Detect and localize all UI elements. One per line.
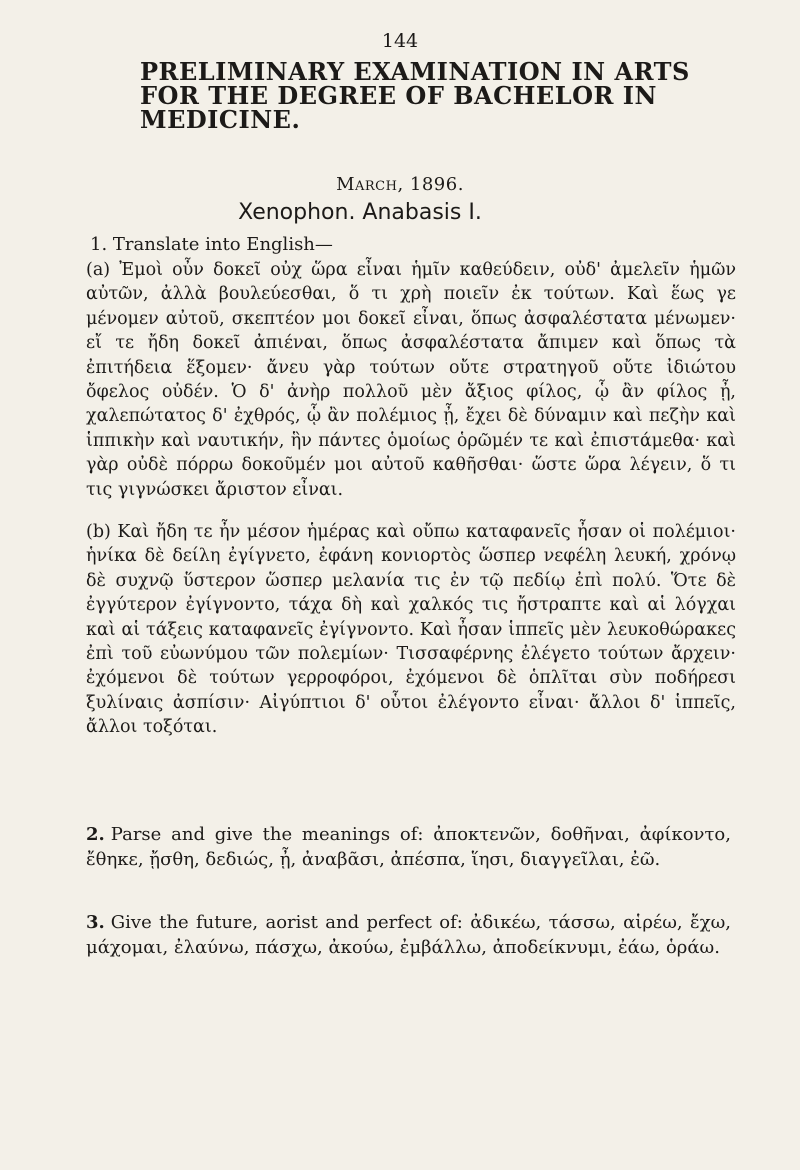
heading-line-1: PRELIMINARY EXAMINATION IN ARTS [140, 57, 690, 86]
exam-subject: Xenophon. Anabasis I. [238, 200, 482, 225]
heading-line-2: FOR THE DEGREE OF BACHELOR IN [140, 81, 657, 110]
question-1-label: 1. Translate into English— [90, 234, 333, 255]
passage-a-label: (a) [86, 260, 111, 280]
passage-b-text: Καὶ ἤδη τε ἦν μέσον ἡμέρας καὶ οὔπω καταφανεῖς ἦσαν οἱ πολέμιοι· ἡνίκα δὲ δείλη ἐγίγνετο, ἐφάνη κονιορτὸς ὥσπερ νεφέλη λευκή, χρόνῳ δὲ συχνῷ ὕστερον ὥσπερ μελανία τις ἐν τῷ πεδίῳ ἐπὶ πολύ. Ὅτε δὲ ἐγγύτερον ἐγίγνοντο, τάχα δὴ καὶ χαλκός τις ἤστραπτε καὶ αἱ λόγχαι καὶ αἱ τάξεις καταφανεῖς ἐγίγνοντο. Καὶ ἦσαν ἱππεῖς μὲν λευκοθώρακες ἐπὶ τοῦ εὐωνύμου τῶν πολεμίων· Τισσαφέρνης ἐλέγετο τούτων ἄρχειν· ἐχόμενοι δὲ τούτων γερροφόροι, ἐχόμενοι δὲ ὁπλῖται σὺν ποδήρεσι ξυλίναις ἀσπίσιν· Αἰγύπτιοι δ' οὗτοι ἐλέγοντο εἶναι· ἄλλοι δ' ἱππεῖς, ἄλλοι τοξόται. [86, 522, 736, 738]
question-3 [86, 910, 731, 960]
passage-a [86, 258, 736, 502]
exam-heading [140, 57, 690, 134]
passage-b-label: (b) [86, 522, 111, 542]
page-number: 144 [381, 30, 419, 52]
exam-date: March, 1896. [336, 174, 464, 195]
question-2-text: Parse and give the meanings of: ἀποκτενῶν, δοθῆναι, ἀφίκοντο, ἔθηκε, ᾔσθη, δεδιώς, ᾖ, ἀναβᾶσι, ἀπέσπα, ἵησι, διαγγεῖλαι, ἐῶ. [86, 824, 731, 870]
passage-b [86, 520, 736, 740]
question-3-number: 3. [86, 912, 105, 933]
passage-a-text: Ἐμοὶ οὖν δοκεῖ οὐχ ὥρα εἶναι ἡμῖν καθεύδειν, οὐδ' ἀμελεῖν ἡμῶν αὐτῶν, ἀλλὰ βουλεύεσθαι, ὅ τι χρὴ ποιεῖν ἐκ τούτων. Καὶ ἕως γε μένομεν αὐτοῦ, σκεπτέον μοι δοκεῖ εἶναι, ὅπως ἀσφαλέστατα μένωμεν· εἴ τε ἤδη δοκεῖ ἀπιέναι, ὅπως ἀσφαλέστατα ἄπιμεν καὶ ὅπως τὰ ἐπιτήδεια ἕξομεν· ἄνευ γὰρ τούτων οὔτε στρατηγοῦ οὔτε ἰδιώτου ὄφελος οὐδέν. Ὁ δ' ἀνὴρ πολλοῦ μὲν ἄξιος φίλος, ᾧ ἂν φίλος ᾖ, χαλεπώτατος δ' ἐχθρός, ᾧ ἂν πολέμιος ᾖ, ἔχει δὲ δύναμιν καὶ πεζὴν καὶ ἱππικὴν καὶ ναυτικήν, ἣν πάντες ὁμοίως ὁρῶμέν τε καὶ ἐπιστάμεθα· καὶ γὰρ οὐδὲ πόρρω δοκοῦμέν μοι αὐτοῦ καθῆσθαι· ὥστε ὥρα λέγειν, ὅ τι τις γιγνώσκει ἄριστον εἶναι. [86, 260, 736, 500]
heading-line-3: MEDICINE. [140, 105, 301, 134]
question-2-number: 2. [86, 824, 105, 845]
question-2 [86, 822, 731, 872]
question-3-text: Give the future, aorist and perfect of: ἀδικέω, τάσσω, αἱρέω, ἔχω, μάχομαι, ἐλαύνω, πάσχω, ἀκούω, ἐμβάλλω, ἀποδείκνυμι, ἐάω, ὁράω. [86, 912, 731, 958]
